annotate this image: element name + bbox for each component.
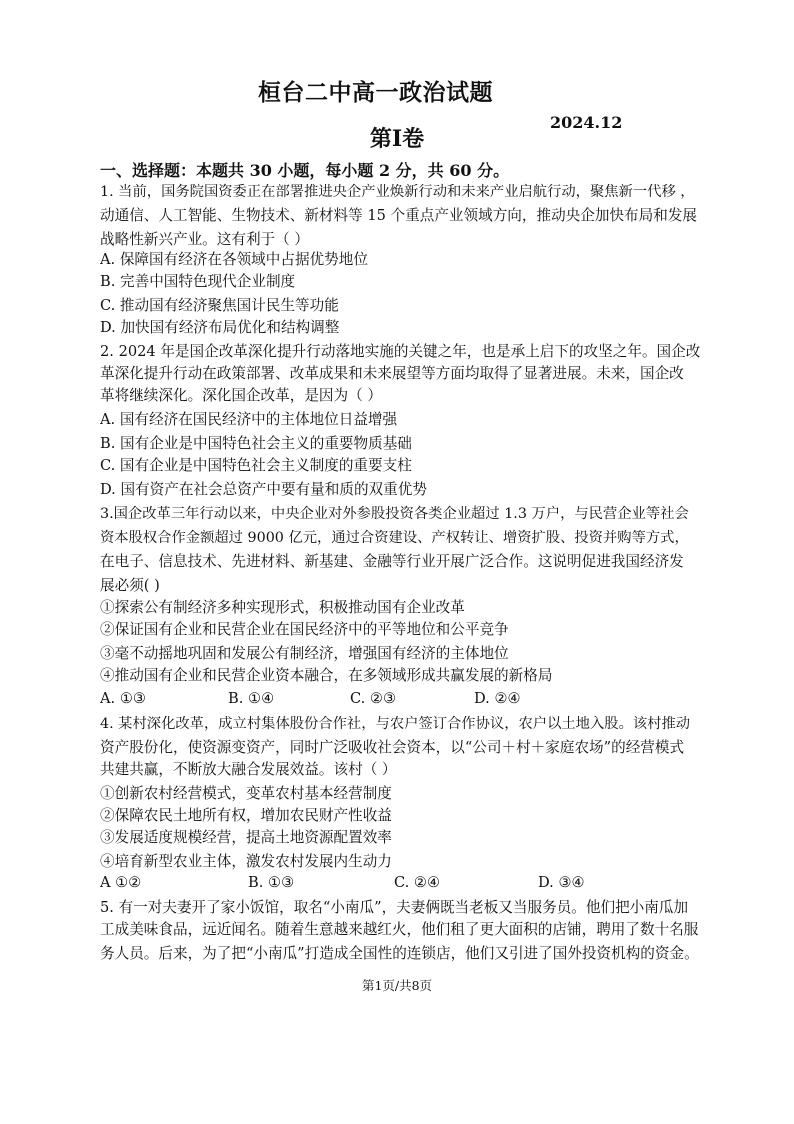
question-2-option-d: D. 国有资产在社会总资产中要有量和质的双重优势: [100, 481, 427, 498]
question-3-line: 资本股权合作金额超过 9000 亿元，通过合资建设、产权转让、增资扩股、投资并购等方式，: [100, 530, 689, 546]
question-3-line: 3.国企改革三年行动以来，中央企业对外参股投资各类企业超过 1.3 万户，与民营企业等社会: [100, 506, 689, 522]
question-2-option-a: A. 国有经济在国民经济中的主体地位日益增强: [100, 411, 398, 428]
question-3-statement-1: ①探索公有制经济多种实现形式，积极推动国有企业改革: [100, 599, 465, 616]
question-4-statement-1: ①创新农村经营模式，变革农村基本经营制度: [100, 785, 392, 802]
question-3-choice-d: D. ②④: [474, 690, 521, 707]
question-1-option-c: C. 推动国有经济聚焦国计民生等功能: [100, 297, 339, 314]
question-4-choice-b: B. ①③: [248, 874, 295, 891]
question-2-line: 革深化提升行动在政策部署、改革成果和未来展望等方面均取得了显著进展。未来，国企改: [100, 365, 684, 382]
question-2-option-c: C. 国有企业是中国特色社会主义制度的重要支柱: [100, 457, 412, 474]
question-1-option-b: B. 完善中国特色现代企业制度: [100, 273, 296, 290]
question-1-option-d: D. 加快国有经济布局优化和结构调整: [100, 319, 340, 336]
question-3-statement-4: ④推动国有企业和民营企业资本融合，在多领域形成共赢发展的新格局: [100, 667, 553, 684]
question-1-option-a: A. 保障国有经济在各领域中占据优势地位: [100, 251, 368, 268]
question-3-line: 在电子、信息技术、先进材料、新基建、金融等行业开展广泛合作。这说明促进我国经济发: [100, 553, 684, 570]
question-2-line: 2. 2024 年是国企改革深化提升行动落地实施的关键之年，也是承上启下的攻坚之年。国企改: [100, 343, 700, 360]
exam-date: 2024.12: [550, 113, 623, 132]
question-1-line: 1. 当前，国务院国资委正在部署推进央企产业焕新行动和未来产业启航行动，聚焦新一代移 ，: [100, 184, 695, 200]
question-4-line: 4. 某村深化改革，成立村集体股份合作社，与农户签订合作协议，农户以土地入股。该村推动: [100, 716, 691, 732]
question-1-line: 动通信、人工智能、生物技术、新材料等 15 个重点产业领域方向，推动央企加快布局和发展: [100, 207, 698, 224]
volume-heading: 第Ⅰ卷: [369, 126, 425, 152]
question-4-choice-d: D. ③④: [538, 874, 585, 891]
question-3-line: 展必须( ): [100, 577, 160, 594]
question-5-line: 务人员。后来，为了把“小南瓜”打造成全国性的连锁店，他们又引进了国外投资机构的资金。: [100, 945, 699, 962]
question-5-line: 5. 有一对夫妻开了家小饭馆，取名“小南瓜”，夫妻俩既当老板又当服务员。他们把小南瓜加: [100, 899, 689, 916]
question-2-option-b: B. 国有企业是中国特色社会主义的重要物质基础: [100, 435, 412, 452]
question-4-statement-3: ③发展适度规模经营，提高土地资源配置效率: [100, 829, 392, 846]
question-4-line: 共建共赢，不断放大融合发展效益。该村（ ）: [100, 761, 397, 778]
question-4-choices: [100, 874, 700, 894]
section-heading: 一、选择题：本题共 30 小题，每小题 2 分，共 60 分。: [100, 161, 510, 180]
question-3-statement-3: ③毫不动摇地巩固和发展公有制经济，增强国有经济的主体地位: [100, 645, 509, 662]
question-3-choice-c: C. ②③: [350, 690, 397, 707]
question-2-line: 革将继续深化。深化国企改革，是因为（ ）: [100, 387, 382, 404]
question-4-line: 资产股份化，使资源变资产，同时广泛吸收社会资本，以“公司＋村＋家庭农场”的经营模式: [100, 739, 685, 756]
page-number: 第1页/共8页: [361, 978, 433, 993]
question-1-line: 战略性新兴产业。这有利于（ ）: [100, 231, 309, 248]
question-4-statement-4: ④培育新型农业主体，激发农村发展内生动力: [100, 853, 392, 870]
question-3-statement-2: ②保证国有企业和民营企业在国民经济中的平等地位和公平竞争: [100, 621, 509, 638]
question-3-choice-b: B. ①④: [228, 690, 275, 707]
question-3-choice-a: A. ①③: [100, 690, 146, 707]
question-3-choices: [100, 690, 700, 710]
question-4-statement-2: ②保障农民土地所有权，增加农民财产性收益: [100, 807, 392, 824]
question-5-line: 工成美味食品，远近闻名。随着生意越来越红火，他们租了更大面积的店铺，聘用了数十名服: [100, 921, 699, 938]
question-4-choice-c: C. ②④: [394, 874, 441, 891]
page-title: 桓台二中高一政治试题: [258, 79, 493, 106]
question-4-choice-a: A ①②: [100, 874, 142, 891]
